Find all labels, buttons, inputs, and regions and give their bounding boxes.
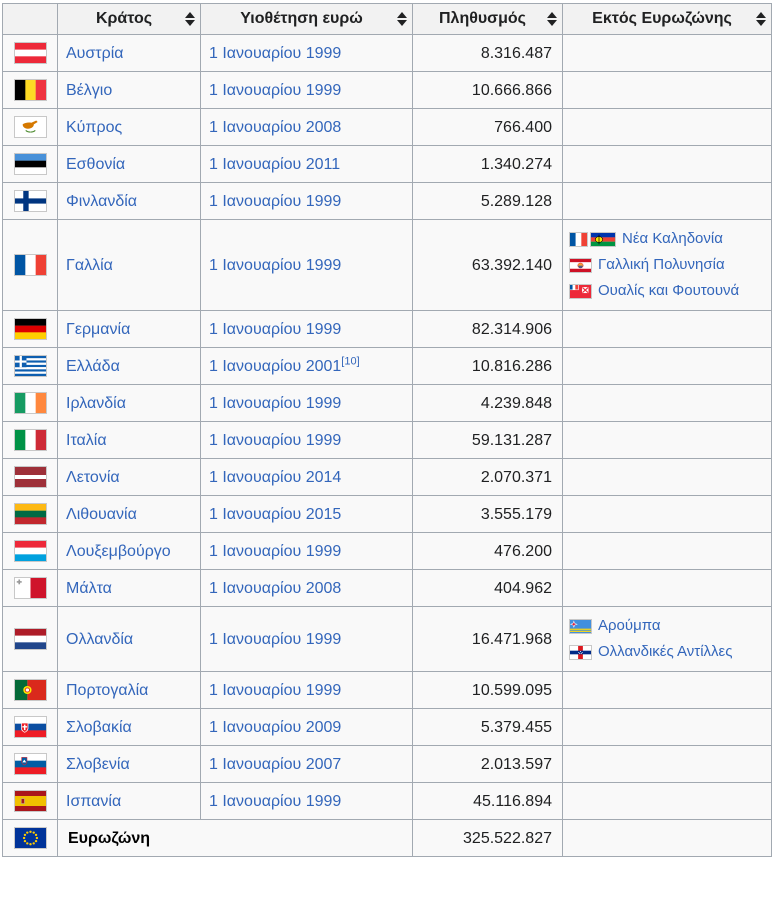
country-cell	[58, 348, 201, 385]
adoption-cell	[201, 220, 413, 311]
aruba-flag-icon	[569, 619, 592, 634]
adoption-date-link[interactable]: 1 Ιανουαρίου 2015	[209, 505, 342, 523]
country-flag-cell	[3, 570, 58, 607]
country-flag-cell	[3, 709, 58, 746]
column-header-flag	[3, 4, 58, 35]
country-cell	[58, 311, 201, 348]
belgium-flag-icon	[14, 79, 47, 101]
territories-cell	[563, 72, 772, 109]
country-link[interactable]: Ελλάδα	[66, 357, 120, 375]
france-flag-icon	[569, 232, 588, 247]
adoption-cell	[201, 459, 413, 496]
adoption-date-link[interactable]: 1 Ιανουαρίου 1999	[209, 320, 342, 338]
sort-icon[interactable]	[756, 12, 766, 26]
netherlands-flag-icon	[14, 628, 47, 650]
country-link[interactable]: Ιταλία	[66, 431, 107, 449]
table-row	[3, 35, 772, 72]
country-cell	[58, 385, 201, 422]
country-cell	[58, 607, 201, 672]
country-flag-cell	[3, 746, 58, 783]
population-cell: 10.816.286	[413, 348, 563, 385]
population-cell: 476.200	[413, 533, 563, 570]
territories-cell	[563, 709, 772, 746]
territory-flags	[569, 232, 616, 247]
country-link[interactable]: Κύπρος	[66, 118, 123, 136]
territories-cell	[563, 385, 772, 422]
country-link[interactable]: Ισπανία	[66, 792, 122, 810]
country-flag-cell	[3, 183, 58, 220]
kanak-flag-icon	[590, 232, 616, 247]
table-body	[3, 35, 772, 820]
eu-flag-icon	[14, 827, 47, 849]
country-link[interactable]: Βέλγιο	[66, 81, 113, 99]
territory-item	[569, 229, 765, 249]
country-flag-cell	[3, 459, 58, 496]
austria-flag-icon	[14, 42, 47, 64]
territory-link[interactable]: Αρούμπα	[598, 617, 661, 634]
country-link[interactable]: Λιθουανία	[66, 505, 137, 523]
country-cell	[58, 672, 201, 709]
country-flag-cell	[3, 496, 58, 533]
column-header-outside-eurozone[interactable]	[563, 4, 772, 35]
column-header-country[interactable]	[58, 4, 201, 35]
population-cell: 82.314.906	[413, 311, 563, 348]
territories-cell	[563, 311, 772, 348]
country-link[interactable]: Εσθονία	[66, 155, 126, 173]
territory-item	[569, 642, 765, 662]
eurozone-flag-cell	[3, 820, 58, 857]
italy-flag-icon	[14, 429, 47, 451]
country-flag-cell	[3, 672, 58, 709]
population-cell: 59.131.287	[413, 422, 563, 459]
territories-cell	[563, 746, 772, 783]
territories-cell	[563, 183, 772, 220]
country-flag-cell	[3, 311, 58, 348]
territory-link[interactable]: Ουαλίς και Φουτουνά	[598, 282, 740, 299]
territories-cell	[563, 783, 772, 820]
adoption-cell	[201, 385, 413, 422]
territories-cell	[563, 459, 772, 496]
adoption-date-link[interactable]: 1 Ιανουαρίου 1999	[209, 681, 342, 699]
country-link[interactable]: Αυστρία	[66, 44, 124, 62]
eurozone-table	[2, 3, 772, 857]
territories-cell	[563, 570, 772, 607]
country-link[interactable]: Πορτογαλία	[66, 681, 149, 699]
adoption-cell	[201, 72, 413, 109]
country-cell	[58, 570, 201, 607]
latvia-flag-icon	[14, 466, 47, 488]
table-row	[3, 385, 772, 422]
population-cell: 10.599.095	[413, 672, 563, 709]
adoption-cell	[201, 746, 413, 783]
ireland-flag-icon	[14, 392, 47, 414]
adoption-date-link[interactable]: 1 Ιανουαρίου 1999	[209, 81, 342, 99]
adoption-cell	[201, 146, 413, 183]
sort-icon[interactable]	[185, 12, 195, 26]
territories-cell	[563, 109, 772, 146]
population-cell: 5.379.455	[413, 709, 563, 746]
netherlands-antilles-flag-icon	[569, 645, 592, 660]
territories-cell	[563, 672, 772, 709]
population-cell: 10.666.866	[413, 72, 563, 109]
country-flag-cell	[3, 385, 58, 422]
population-cell: 1.340.274	[413, 146, 563, 183]
table-row	[3, 109, 772, 146]
estonia-flag-icon	[14, 153, 47, 175]
territory-link[interactable]: Ολλανδικές Αντίλλες	[598, 643, 733, 660]
adoption-cell	[201, 348, 413, 385]
country-cell	[58, 35, 201, 72]
country-cell	[58, 533, 201, 570]
territories-cell	[563, 220, 772, 311]
adoption-date-link[interactable]: 1 Ιανουαρίου 2009	[209, 718, 342, 736]
country-link[interactable]: Ιρλανδία	[66, 394, 126, 412]
country-cell	[58, 746, 201, 783]
cyprus-flag-icon	[14, 116, 47, 138]
finland-flag-icon	[14, 190, 47, 212]
population-cell: 3.555.179	[413, 496, 563, 533]
eurozone-total-label: Ευρωζώνη	[58, 820, 413, 857]
adoption-date-link[interactable]: 1 Ιανουαρίου 1999	[209, 256, 342, 274]
greece-flag-icon	[14, 355, 47, 377]
territories-cell	[563, 607, 772, 672]
adoption-cell	[201, 183, 413, 220]
column-header-country-label: Κράτος	[95, 10, 153, 27]
luxembourg-flag-icon	[14, 540, 47, 562]
country-flag-cell	[3, 348, 58, 385]
france-flag-icon	[14, 254, 47, 276]
adoption-date-link[interactable]: 1 Ιανουαρίου 2007	[209, 755, 342, 773]
adoption-cell	[201, 533, 413, 570]
territories-cell	[563, 348, 772, 385]
country-cell	[58, 459, 201, 496]
country-flag-cell	[3, 35, 58, 72]
table-row	[3, 311, 772, 348]
adoption-cell	[201, 311, 413, 348]
column-header-population[interactable]	[413, 4, 563, 35]
country-cell	[58, 496, 201, 533]
adoption-date-link[interactable]: 1 Ιανουαρίου 1999	[209, 192, 342, 210]
lithuania-flag-icon	[14, 503, 47, 525]
territories-cell	[563, 533, 772, 570]
table-row	[3, 607, 772, 672]
table-row	[3, 422, 772, 459]
wallis-futuna-flag-icon	[569, 284, 592, 299]
table-row	[3, 146, 772, 183]
table-row	[3, 672, 772, 709]
adoption-cell	[201, 607, 413, 672]
country-link[interactable]: Ολλανδία	[66, 630, 134, 648]
country-cell	[58, 146, 201, 183]
spain-flag-icon	[14, 790, 47, 812]
population-cell: 2.013.597	[413, 746, 563, 783]
population-cell: 404.962	[413, 570, 563, 607]
header-row	[3, 4, 772, 35]
malta-flag-icon	[14, 577, 47, 599]
adoption-date-link[interactable]: 1 Ιανουαρίου 1999	[209, 44, 342, 62]
column-header-adoption[interactable]	[201, 4, 413, 35]
country-flag-cell	[3, 220, 58, 311]
population-cell: 63.392.140	[413, 220, 563, 311]
population-cell: 4.239.848	[413, 385, 563, 422]
adoption-date-link[interactable]: 1 Ιανουαρίου 1999	[209, 431, 342, 449]
column-header-population-label: Πληθυσμός	[438, 10, 526, 27]
country-link[interactable]: Μάλτα	[66, 579, 112, 597]
footer-row	[3, 820, 772, 857]
adoption-date-link[interactable]: 1 Ιανουαρίου 2001	[209, 357, 342, 375]
adoption-date-link[interactable]: 1 Ιανουαρίου 2008	[209, 579, 342, 597]
table-row	[3, 570, 772, 607]
table-row	[3, 533, 772, 570]
country-link[interactable]: Σλοβακία	[66, 718, 132, 736]
population-cell: 8.316.487	[413, 35, 563, 72]
table-row	[3, 348, 772, 385]
territories-cell	[563, 422, 772, 459]
adoption-date-link[interactable]: 1 Ιανουαρίου 2014	[209, 468, 342, 486]
population-cell: 45.116.894	[413, 783, 563, 820]
territory-link[interactable]: Γαλλική Πολυνησία	[598, 256, 725, 273]
column-header-adoption-label: Υιοθέτηση ευρώ	[240, 10, 363, 27]
territory-link[interactable]: Νέα Καληδονία	[622, 230, 723, 247]
country-flag-cell	[3, 146, 58, 183]
territories-cell	[563, 146, 772, 183]
table-row	[3, 459, 772, 496]
sort-icon[interactable]	[547, 12, 557, 26]
adoption-date-link[interactable]: 1 Ιανουαρίου 1999	[209, 542, 342, 560]
population-cell: 2.070.371	[413, 459, 563, 496]
adoption-date-link[interactable]: 1 Ιανουαρίου 2011	[209, 155, 341, 173]
portugal-flag-icon	[14, 679, 47, 701]
adoption-date-link[interactable]: 1 Ιανουαρίου 1999	[209, 630, 342, 648]
territories-cell	[563, 496, 772, 533]
territories-cell	[563, 35, 772, 72]
adoption-date-link[interactable]: 1 Ιανουαρίου 2008	[209, 118, 342, 136]
adoption-cell	[201, 709, 413, 746]
sort-icon[interactable]	[397, 12, 407, 26]
territory-item	[569, 616, 765, 636]
table-row	[3, 783, 772, 820]
column-header-outside-eurozone-label: Εκτός Ευρωζώνης	[592, 10, 732, 27]
table-row	[3, 72, 772, 109]
table-row	[3, 220, 772, 311]
territory-item	[569, 255, 765, 275]
country-cell	[58, 422, 201, 459]
country-flag-cell	[3, 72, 58, 109]
country-link[interactable]: Γαλλία	[66, 256, 113, 274]
adoption-cell	[201, 422, 413, 459]
country-cell	[58, 183, 201, 220]
table-row	[3, 709, 772, 746]
adoption-cell	[201, 783, 413, 820]
country-flag-cell	[3, 533, 58, 570]
country-flag-cell	[3, 607, 58, 672]
french-polynesia-flag-icon	[569, 258, 592, 273]
country-flag-cell	[3, 783, 58, 820]
adoption-cell	[201, 35, 413, 72]
country-link[interactable]: Σλοβενία	[66, 755, 130, 773]
country-link[interactable]: Γερμανία	[66, 320, 131, 338]
adoption-cell	[201, 570, 413, 607]
adoption-cell	[201, 109, 413, 146]
country-cell	[58, 220, 201, 311]
population-cell: 16.471.968	[413, 607, 563, 672]
country-cell	[58, 783, 201, 820]
slovakia-flag-icon	[14, 716, 47, 738]
footnote-link[interactable]: [10]	[341, 355, 360, 368]
adoption-date-link[interactable]: 1 Ιανουαρίου 1999	[209, 394, 342, 412]
adoption-date-link[interactable]: 1 Ιανουαρίου 1999	[209, 792, 342, 810]
eurozone-total-population: 325.522.827	[413, 820, 563, 857]
territory-item	[569, 281, 765, 301]
population-cell: 5.289.128	[413, 183, 563, 220]
footer-empty-cell	[563, 820, 772, 857]
country-cell	[58, 109, 201, 146]
country-link[interactable]: Λετονία	[66, 468, 120, 486]
population-cell: 766.400	[413, 109, 563, 146]
adoption-cell	[201, 496, 413, 533]
germany-flag-icon	[14, 318, 47, 340]
table-row	[3, 183, 772, 220]
country-link[interactable]: Λουξεμβούργο	[66, 542, 171, 560]
slovenia-flag-icon	[14, 753, 47, 775]
country-cell	[58, 709, 201, 746]
country-link[interactable]: Φινλανδία	[66, 192, 138, 210]
table-row	[3, 496, 772, 533]
country-flag-cell	[3, 422, 58, 459]
table-row	[3, 746, 772, 783]
adoption-cell	[201, 672, 413, 709]
country-flag-cell	[3, 109, 58, 146]
country-cell	[58, 72, 201, 109]
